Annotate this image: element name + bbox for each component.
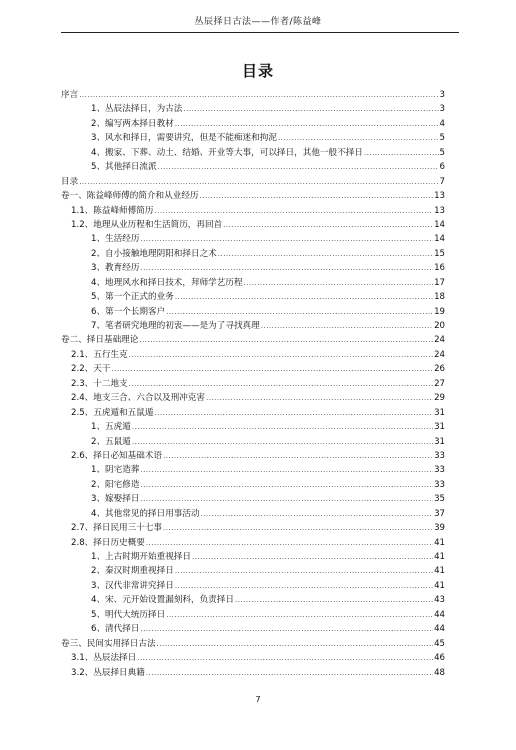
toc-leader-dots [175, 579, 433, 593]
toc-entry-page: 44 [434, 609, 445, 620]
toc-leader-dots [192, 550, 433, 564]
toc-entry[interactable] [61, 333, 445, 347]
toc-entry-label: 1.1、陈益峰师傅简历 [71, 205, 154, 216]
toc-leader-dots [201, 507, 433, 521]
toc-leader-dots [140, 261, 433, 275]
toc-leader-dots [175, 117, 439, 131]
toc-leader-dots [218, 247, 433, 261]
toc-leader-dots [140, 232, 433, 246]
toc-entry-page: 7 [439, 176, 445, 187]
toc-leader-dots [146, 666, 433, 680]
toc-entry[interactable] [61, 651, 445, 665]
toc-entry-page: 31 [434, 436, 445, 447]
toc-entry[interactable] [61, 377, 445, 391]
toc-entry-page: 24 [434, 335, 445, 346]
toc-leader-dots [79, 88, 438, 102]
toc-entry-page: 13 [434, 205, 445, 216]
toc-entry[interactable] [61, 218, 445, 232]
toc-entry-page: 29 [434, 393, 445, 404]
toc-entry-page: 18 [434, 292, 445, 303]
page-header: 丛辰择日古法——作者/陈益峰 [194, 17, 322, 27]
toc-entry-label: 2、阳宅修造 [91, 479, 140, 490]
toc-entry-label: 2.4、地支三合、六合以及刑冲克害 [71, 393, 205, 404]
toc-entry-label: 1、生活经历 [91, 234, 140, 245]
toc-leader-dots [154, 406, 433, 420]
toc-entry-page: 24 [434, 349, 445, 360]
toc-entry[interactable] [61, 564, 445, 578]
toc-entry-page: 3 [439, 90, 445, 100]
toc-entry-page: 41 [434, 552, 445, 562]
toc-entry-label: 6、清代择日 [91, 624, 140, 635]
toc-entry-label: 5、明代大统历择日 [91, 609, 166, 620]
toc-entry-page: 27 [434, 378, 445, 389]
toc-entry-label: 2、自小接触地理阴阳和择日之术 [91, 248, 217, 259]
toc-entry-page: 4 [439, 118, 445, 129]
toc-entry-page: 48 [434, 667, 445, 678]
toc-entry[interactable] [61, 420, 445, 434]
toc-leader-dots [163, 521, 433, 535]
toc-leader-dots [244, 276, 434, 290]
toc-entry-label: 卷三、民间实用择日古法 [61, 638, 156, 649]
toc-entry[interactable] [61, 608, 445, 622]
toc-entry[interactable] [61, 449, 445, 463]
toc-entry-label: 2.1、五行生克 [71, 349, 128, 360]
toc-entry[interactable] [61, 478, 445, 492]
toc-entry[interactable] [61, 247, 445, 261]
toc-entry[interactable] [61, 204, 445, 218]
toc-leader-dots [223, 218, 433, 232]
toc-entry-page: 3 [439, 104, 445, 115]
toc-leader-dots [129, 348, 433, 362]
toc-entry-page: 17 [434, 277, 445, 288]
toc-entry[interactable] [61, 391, 445, 405]
toc-leader-dots [175, 564, 433, 578]
toc-entry-page: 31 [434, 422, 445, 433]
toc-entry-page: 5 [439, 133, 445, 144]
toc-entry[interactable] [61, 146, 445, 160]
toc-entry-page: 33 [434, 479, 445, 490]
toc-entry-page: 37 [434, 508, 445, 519]
toc-entry[interactable] [61, 406, 445, 420]
toc-leader-dots [163, 449, 433, 463]
toc-leader-dots [132, 420, 433, 434]
toc-entry-page: 41 [434, 566, 445, 577]
toc-leader-dots [137, 651, 433, 665]
toc-leader-dots [175, 290, 433, 304]
toc-entry[interactable] [61, 362, 445, 376]
toc-entry[interactable] [61, 290, 445, 304]
toc-entry-label: 2.7、择日民用三十七事 [71, 523, 163, 534]
toc-entry-label: 2、编写两本择日教材 [91, 118, 174, 129]
toc-entry[interactable] [61, 521, 445, 535]
toc-entry[interactable] [61, 102, 445, 116]
toc-entry-label: 目录 [61, 176, 79, 187]
toc-entry-page: 15 [434, 248, 445, 259]
toc-entry-label: 序言 [61, 90, 79, 100]
toc-entry[interactable] [61, 536, 445, 550]
toc-entry[interactable] [61, 131, 445, 145]
toc-leader-dots [158, 160, 439, 174]
toc-entry-label: 6、第一个长期客户 [91, 306, 166, 317]
page-title: 目录 [241, 62, 274, 80]
toc-entry-page: 6 [439, 162, 445, 173]
toc-entry[interactable] [61, 463, 445, 477]
toc-entry[interactable] [61, 117, 445, 131]
toc-entry-label: 2.3、十二地支 [71, 378, 128, 389]
toc-entry-label: 1、丛辰法择日，为古法 [91, 104, 183, 115]
toc-entry-label: 4、搬家、下葬、动土、结婚、开业等大事，可以择日，其他一般不择日 [91, 147, 363, 158]
toc-entry[interactable] [61, 88, 445, 102]
toc-entry-page: 33 [434, 450, 445, 461]
toc-entry-label: 1、阴宅造葬 [91, 465, 140, 476]
toc-entry-page: 41 [434, 580, 445, 591]
toc-entry-label: 卷一、陈益峰师傅的简介和从业经历 [61, 191, 199, 202]
toc-entry[interactable] [61, 507, 445, 521]
toc-entry[interactable] [61, 622, 445, 636]
toc-leader-dots [206, 391, 433, 405]
toc-entry-page: 26 [434, 364, 445, 375]
toc-leader-dots [364, 146, 439, 160]
toc-entry-page: 44 [434, 624, 445, 635]
toc-leader-dots [146, 536, 433, 550]
toc-entry[interactable] [61, 276, 445, 290]
toc-entry[interactable] [61, 319, 445, 333]
toc-entry-label: 3、嫁娶择日 [91, 494, 140, 505]
toc-leader-dots [157, 637, 434, 651]
toc-entry-label: 2.6、择日必知基础术语 [71, 450, 163, 461]
toc-entry-label: 1.2、地理从业历程和生活简历，再回首 [71, 219, 223, 230]
toc-entry-page: 39 [434, 523, 445, 534]
toc-entry[interactable] [61, 348, 445, 362]
toc-entry-label: 卷二、择日基础理论 [61, 335, 139, 346]
toc-entry-label: 4、地理风水和择日技术，拜师学艺历程 [91, 277, 243, 288]
toc-entry-label: 7、笔者研究地理的初衷——是为了寻找真理 [91, 321, 260, 331]
toc-entry[interactable] [61, 666, 445, 680]
toc-entry[interactable] [61, 261, 445, 275]
toc-entry-page: 31 [434, 407, 445, 418]
toc-entry[interactable] [61, 305, 445, 319]
toc-entry-page: 14 [434, 219, 445, 230]
toc-entry-label: 2.8、择日历史概要 [71, 537, 145, 548]
toc-leader-dots [140, 622, 433, 636]
toc-leader-dots [235, 593, 433, 607]
toc-entry-label: 3.1、丛辰法择日 [71, 653, 137, 664]
toc-entry[interactable] [61, 492, 445, 506]
toc-entry-label: 2、五鼠遁 [91, 436, 131, 447]
toc-entry[interactable] [61, 189, 445, 203]
toc-entry-label: 2.5、五虎遁和五鼠遁 [71, 407, 154, 418]
toc-entry-label: 2、秦汉时期重视择日 [91, 566, 174, 577]
toc-entry[interactable] [61, 593, 445, 607]
toc-entry-page: 33 [434, 465, 445, 476]
toc-entry-label: 2.2、天干 [71, 364, 111, 375]
toc-leader-dots [79, 175, 438, 189]
toc-leader-dots [140, 492, 433, 506]
table-of-contents [61, 88, 445, 680]
toc-entry-page: 35 [434, 494, 445, 505]
header-rule [61, 32, 459, 33]
toc-entry-label: 3、汉代非常讲究择日 [91, 580, 174, 591]
toc-entry-page: 20 [434, 321, 445, 331]
toc-entry[interactable] [61, 175, 445, 189]
toc-entry-label: 5、其他择日流派 [91, 162, 157, 173]
toc-leader-dots [140, 478, 433, 492]
toc-leader-dots [129, 377, 433, 391]
toc-entry-page: 46 [434, 653, 445, 664]
toc-entry-page: 5 [439, 147, 445, 158]
page-number: 7 [255, 695, 261, 704]
toc-entry-label: 5、第一个正式的业务 [91, 292, 174, 303]
toc-entry[interactable] [61, 550, 445, 564]
toc-entry[interactable] [61, 637, 445, 651]
toc-entry[interactable] [61, 232, 445, 246]
toc-leader-dots [111, 362, 433, 376]
toc-leader-dots [166, 305, 433, 319]
toc-entry[interactable] [61, 579, 445, 593]
toc-entry-label: 1、五虎遁 [91, 422, 131, 433]
toc-entry-label: 4、其他常见的择日用事活动 [91, 508, 200, 519]
toc-entry-label: 4、宋、元开始设置漏刻科，负责择日 [91, 595, 234, 606]
toc-entry-label: 3.2、丛辰择日典籍 [71, 667, 145, 678]
toc-entry-page: 13 [434, 191, 445, 202]
toc-entry-page: 19 [434, 306, 445, 317]
toc-leader-dots [183, 102, 438, 116]
toc-leader-dots [200, 189, 434, 203]
toc-leader-dots [278, 131, 439, 145]
toc-entry-page: 41 [434, 537, 445, 548]
toc-entry-label: 3、教育经历 [91, 263, 140, 274]
toc-leader-dots [140, 463, 433, 477]
toc-entry-page: 16 [434, 263, 445, 274]
toc-leader-dots [154, 204, 433, 218]
toc-entry-page: 14 [434, 234, 445, 245]
toc-entry-page: 45 [434, 638, 445, 649]
toc-leader-dots [261, 319, 433, 333]
toc-leader-dots [139, 333, 433, 347]
toc-entry-label: 1、上古时期开始重视择日 [91, 552, 191, 562]
toc-entry[interactable] [61, 435, 445, 449]
toc-entry-page: 43 [434, 595, 445, 606]
toc-entry[interactable] [61, 160, 445, 174]
toc-entry-label: 3、风水和择日，需要讲究，但是不能痴迷和拘泥 [91, 133, 277, 144]
toc-leader-dots [132, 435, 433, 449]
toc-leader-dots [166, 608, 433, 622]
